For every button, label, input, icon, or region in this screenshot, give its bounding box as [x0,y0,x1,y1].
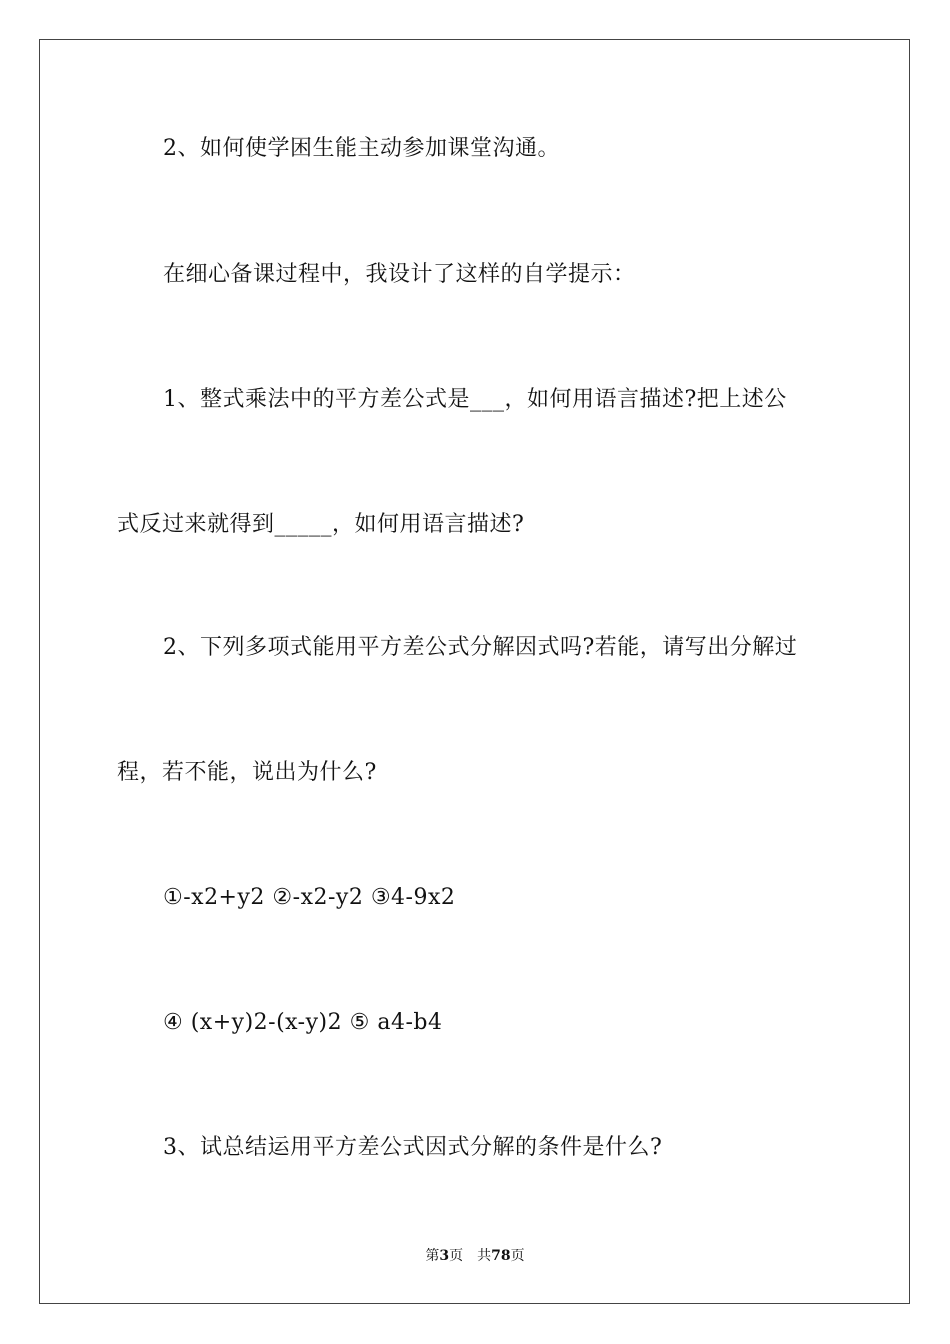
text-line-7: ①-x2+y2 ②-x2-y2 ③4-9x2 [163,885,456,910]
text-line-4: 式反过来就得到_____，如何用语言描述? [117,512,525,537]
footer-mid: 页 共 [449,1248,492,1264]
page-border [39,39,910,1304]
text-line-2: 在细心备课过程中，我设计了这样的自学提示： [163,262,636,287]
text-line-3: 1、整式乘法中的平方差公式是___，如何用语言描述?把上述公 [163,387,787,412]
footer-page-total: 78 [491,1248,511,1264]
text-line-9: 3、试总结运用平方差公式因式分解的条件是什么? [163,1135,663,1160]
footer-prefix: 第 [425,1248,440,1264]
footer-suffix: 页 [510,1248,525,1264]
text-line-8: ④ (x+y)2-(x-y)2 ⑤ a4-b4 [163,1010,443,1035]
text-line-6: 程，若不能，说出为什么? [117,760,377,785]
text-line-5: 2、下列多项式能用平方差公式分解因式吗?若能，请写出分解过 [163,635,798,660]
text-line-1: 2、如何使学困生能主动参加课堂沟通。 [163,136,560,161]
footer-page-current: 3 [439,1248,450,1264]
page-footer [0,1247,950,1265]
